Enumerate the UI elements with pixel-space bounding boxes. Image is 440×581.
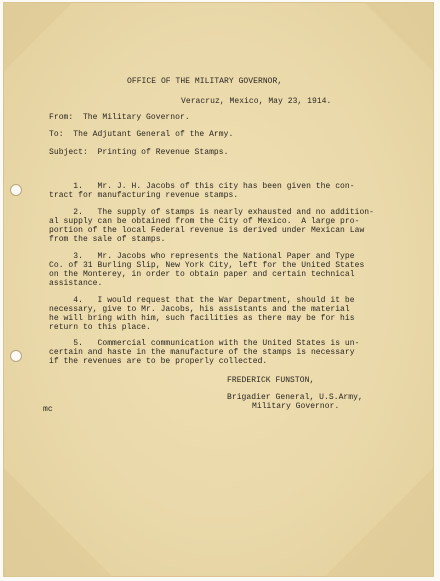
punch-hole-bottom <box>10 350 22 362</box>
letterhead: OFFICE OF THE MILITARY GOVERNOR, <box>127 77 283 86</box>
paragraph-4: 4. I would request that the War Department, should it be necessary, give to Mr. Jacobs, his assistants and the material he will bring with him, such facilities as there may be for his return to this place. <box>49 296 355 332</box>
signature-name: FREDERICK FUNSTON, <box>227 376 315 385</box>
faded-corner-bottom-right <box>324 467 434 577</box>
from-line: From: The Military Governor. <box>49 113 190 122</box>
signature-title-rank: Brigadier General, U.S.Army, <box>227 393 363 402</box>
punch-hole-top <box>10 184 22 196</box>
typist-initials: mc <box>43 405 53 414</box>
faded-corner-top-right <box>364 2 434 72</box>
paragraph-1: 1. Mr. J. H. Jacobs of this city has been given the con- tract for manufacturing revenue stamps. <box>49 182 355 200</box>
faded-corner-bottom-left <box>3 467 113 577</box>
paragraph-2: 2. The supply of stamps is nearly exhausted and no addition- al supply can be obtained from the City of Mexico. A large pro- portion of the local Federal revenue is derived under Mexican Law from the sale of stamps. <box>49 208 375 244</box>
paragraph-5: 5. Commercial communication with the United States is un- certain and haste in the manufacture of the stamps is necessary if the revenues are to be properly collected. <box>49 339 360 366</box>
to-line: To: The Adjutant General of the Army. <box>49 130 234 139</box>
paragraph-3: 3. Mr. Jacobs who represents the National Paper and Type Co. of 31 Burling Slip, New York City, left for the United States on the Monterey, in order to obtain paper and certain technical assistance. <box>49 252 365 288</box>
faded-corner-top-left <box>3 2 73 72</box>
subject-line: Subject: Printing of Revenue Stamps. <box>49 148 229 157</box>
dateline: Veracruz, Mexico, May 23, 1914. <box>181 97 332 106</box>
signature-title-office: Military Governor. <box>252 402 340 411</box>
